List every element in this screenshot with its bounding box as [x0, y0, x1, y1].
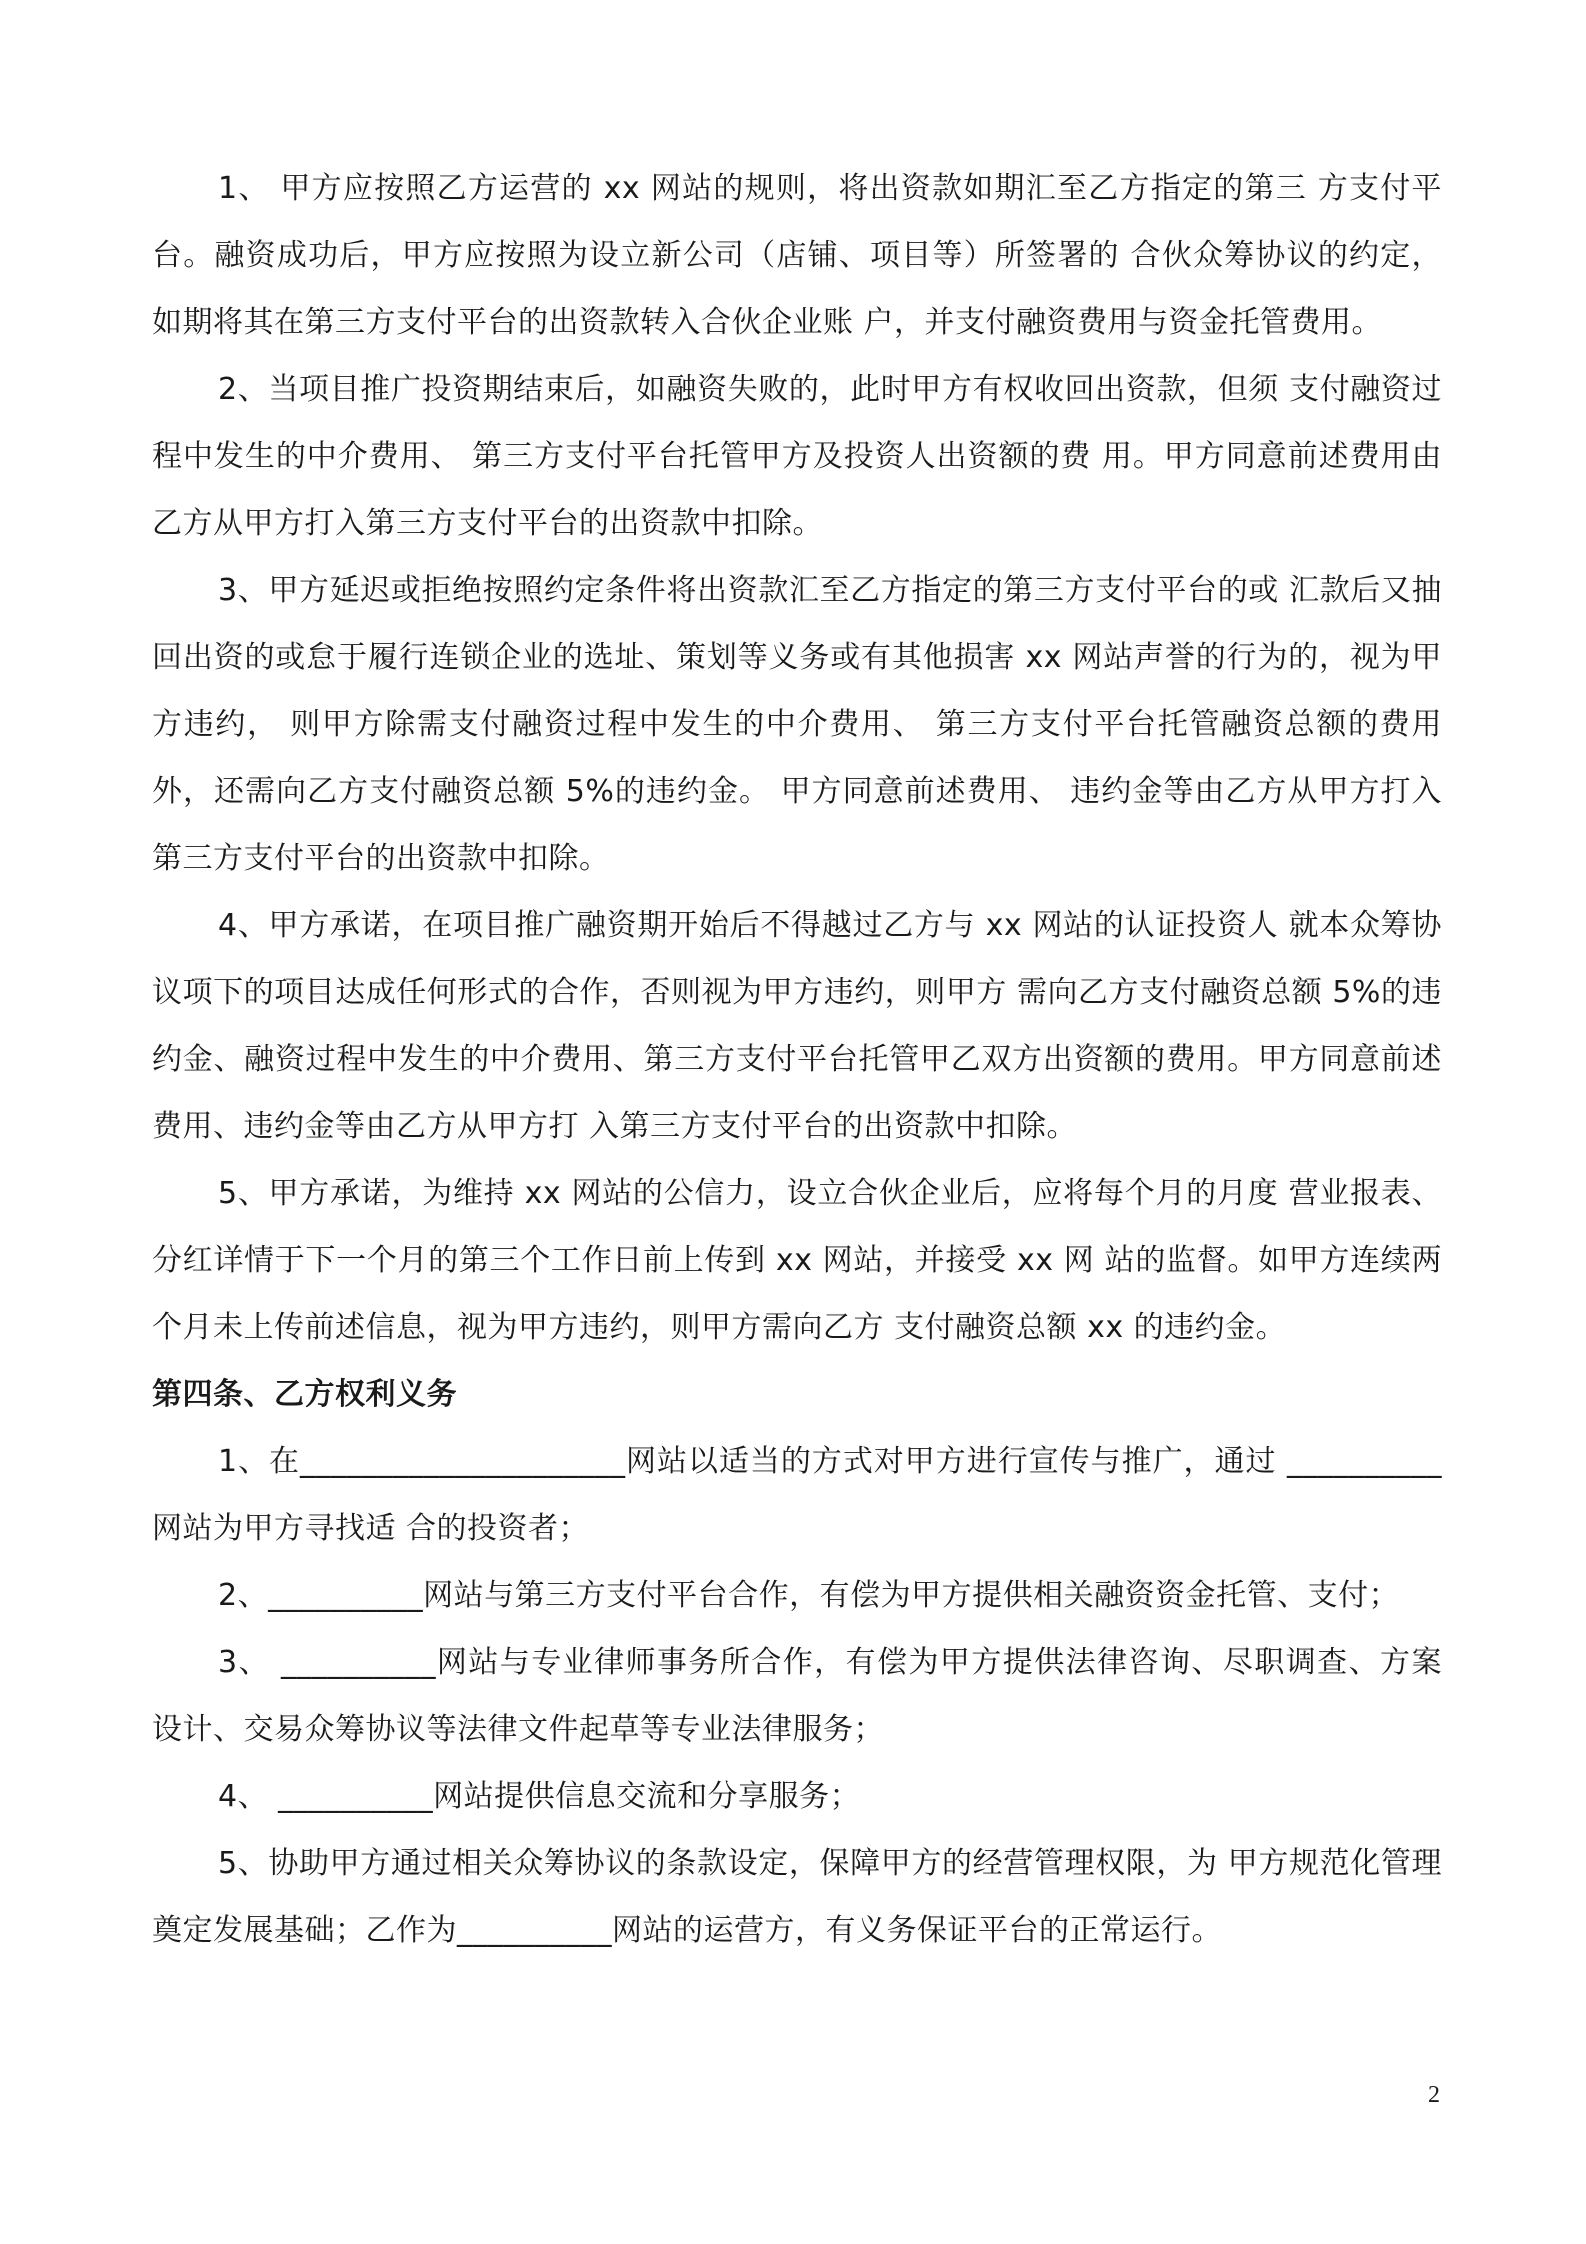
clause-4-4: 4、 __________网站提供信息交流和分享服务； — [218, 1779, 861, 1814]
page-number: 2 — [1428, 2082, 1440, 2108]
clause-4-5: 5、协助甲方通过相关众筹协议的条款设定，保障甲方的经营管理权限，为 甲方规范化管理奠定发展基础；乙作为__________网站的运营方，有义务保证平台的正常运行。 — [152, 1846, 1442, 1948]
clause-3-2: 2、当项目推广投资期结束后，如融资失败的，此时甲方有权收回出资款，但须 支付融资过程中发生的中介费用、 第三方支付平台托管甲方及投资人出资额的费 用。甲方同意前述费用由乙方从甲方打入第三方支付平台的出资款中扣除。 — [152, 372, 1442, 541]
clause-3-1: 1、 甲方应按照乙方运营的 xx 网站的规则，将出资款如期汇至乙方指定的第三 方支付平台。融资成功后，甲方应按照为设立新公司（店铺、项目等）所签署的 合伙众筹协议的约定， 如期将其在第三方支付平台的出资款转入合伙企业账 户，并支付融资费用与资金托管费用。 — [152, 171, 1453, 340]
clause-4-2: 2、__________网站与第三方支付平台合作，有偿为甲方提供相关融资资金托管、支付； — [218, 1578, 1400, 1613]
clause-4-3: 3、 __________网站与专业律师事务所合作，有偿为甲方提供法律咨询、尽职调查、方案 设计、交易众筹协议等法律文件起草等专业法律服务； — [152, 1645, 1453, 1747]
clause-3-3: 3、甲方延迟或拒绝按照约定条件将出资款汇至乙方指定的第三方支付平台的或 汇款后又抽回出资的或怠于履行连锁企业的选址、策划等义务或有其他损害 xx 网站声誉的行为的，视为甲方违约， 则甲方除需支付融资过程中发生的中介费用、 第三方支付平台托管融资总额的费用外，还需向乙方支付融资总额 5%的违约金。 甲方同意前述费用、 违约金等由乙方从甲方打入第三方支付平台的出资款中扣除。 — [152, 573, 1442, 876]
clause-4-1: 1、在_____________________网站以适当的方式对甲方进行宣传与推广，通过 __________网站为甲方寻找适 合的投资者； — [152, 1444, 1442, 1546]
clause-3-5: 5、甲方承诺，为维持 xx 网站的公信力，设立合伙企业后，应将每个月的月度 营业报表、分红详情于下一个月的第三个工作日前上传到 xx 网站，并接受 xx 网 站的监督。如甲方连续两个月未上传前述信息，视为甲方违约，则甲方需向乙方 支付融资总额 xx 的违约金。 — [152, 1176, 1442, 1345]
document-body — [152, 155, 1453, 1964]
article-4-heading: 第四条、乙方权利义务 — [152, 1377, 457, 1412]
clause-3-4: 4、甲方承诺，在项目推广融资期开始后不得越过乙方与 xx 网站的认证投资人 就本众筹协议项下的项目达成任何形式的合作，否则视为甲方违约，则甲方 需向乙方支付融资总额 5%的违约金、融资过程中发生的中介费用、第三方支付平台托管甲乙双方出资额的费用。甲方同意前述费用、违约金等由乙方从甲方打 入第三方支付平台的出资款中扣除。 — [152, 908, 1442, 1144]
